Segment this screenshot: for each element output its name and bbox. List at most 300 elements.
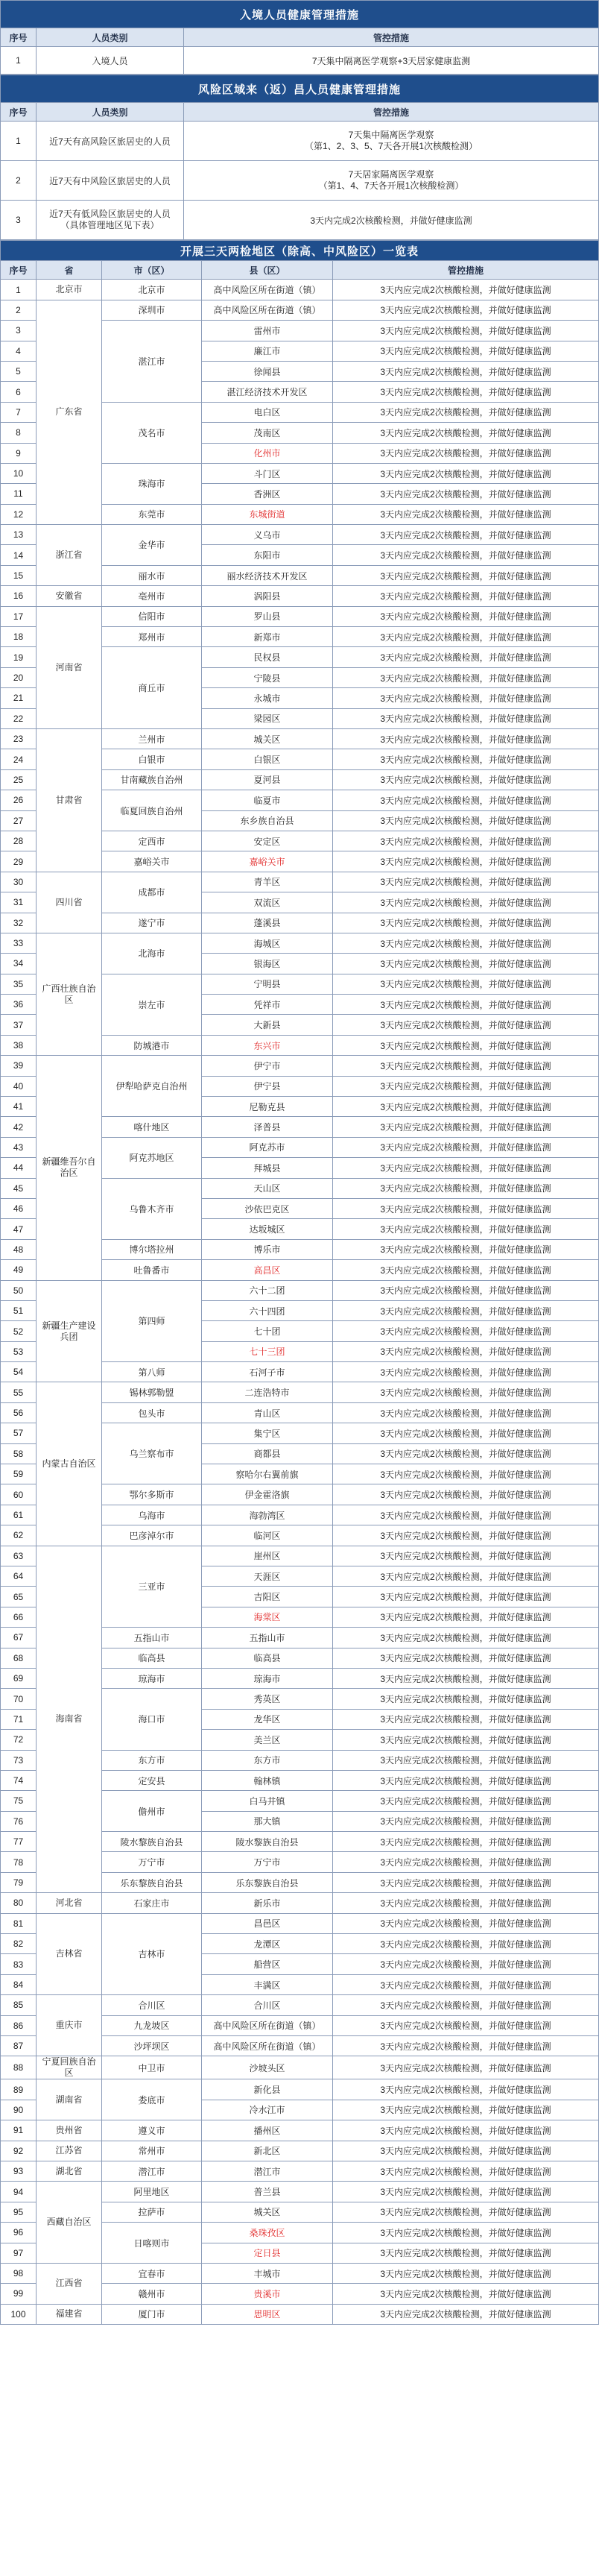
county-cell: 伊宁县 — [202, 1076, 333, 1096]
row-number: 58 — [1, 1443, 37, 1464]
control-measure: 3天内应完成2次核酸检测，并做好健康监测 — [333, 688, 599, 708]
table-row — [1, 1546, 599, 1566]
county-cell: 安定区 — [202, 831, 333, 851]
county-cell: 银海区 — [202, 954, 333, 974]
control-measure: 7天集中隔离医学观察+3天居家健康监测 — [184, 47, 599, 75]
control-measure: 3天内应完成2次核酸检测，并做好健康监测 — [333, 667, 599, 687]
city-cell: 博尔塔拉州 — [102, 1239, 202, 1259]
control-measure: 3天内应完成2次核酸检测，并做好健康监测 — [333, 1219, 599, 1239]
row-number: 27 — [1, 810, 37, 831]
row-number: 19 — [1, 647, 37, 667]
row-number: 34 — [1, 954, 37, 974]
row-number: 7 — [1, 402, 37, 422]
table-row — [1, 280, 599, 300]
row-number: 36 — [1, 995, 37, 1015]
city-cell: 五指山市 — [102, 1628, 202, 1648]
table-row — [1, 122, 599, 161]
county-cell: 临夏市 — [202, 790, 333, 810]
row-number: 41 — [1, 1097, 37, 1117]
county-cell: 青山区 — [202, 1402, 333, 1423]
row-number: 40 — [1, 1076, 37, 1096]
measure-line: （第1、2、3、5、7天各开展1次核酸检测） — [304, 141, 478, 151]
city-cell: 吐鲁番市 — [102, 1260, 202, 1280]
table-row — [1, 201, 599, 240]
city-cell: 包头市 — [102, 1402, 202, 1423]
province-cell: 福建省 — [37, 2304, 102, 2324]
county-cell: 思明区 — [202, 2304, 333, 2324]
province-cell: 河南省 — [37, 606, 102, 728]
col-header: 省 — [37, 261, 102, 280]
control-measure: 3天内应完成2次核酸检测，并做好健康监测 — [333, 2202, 599, 2222]
county-cell: 秀英区 — [202, 1689, 333, 1709]
county-cell: 达坂城区 — [202, 1219, 333, 1239]
row-number: 48 — [1, 1239, 37, 1259]
row-number: 23 — [1, 728, 37, 749]
row-number: 74 — [1, 1770, 37, 1790]
col-header: 序号 — [1, 28, 37, 47]
city-cell: 鄂尔多斯市 — [102, 1484, 202, 1505]
row-number: 2 — [1, 300, 37, 320]
county-cell: 香洲区 — [202, 484, 333, 504]
county-cell: 湛江经济技术开发区 — [202, 382, 333, 402]
control-measure: 3天内应完成2次核酸检测，并做好健康监测 — [333, 565, 599, 585]
inbound-table — [0, 0, 599, 75]
table-row — [1, 2141, 599, 2161]
row-number: 53 — [1, 1341, 37, 1361]
row-number: 76 — [1, 1811, 37, 1831]
row-number: 92 — [1, 2141, 37, 2161]
row-number: 32 — [1, 913, 37, 933]
province-cell: 浙江省 — [37, 525, 102, 586]
table-row — [1, 1056, 599, 1076]
control-measure: 3天内应完成2次核酸检测，并做好健康监测 — [333, 1770, 599, 1790]
city-cell: 厦门市 — [102, 2304, 202, 2324]
person-category: 入境人员 — [37, 47, 184, 75]
row-number: 33 — [1, 933, 37, 953]
control-measure: 3天内应完成2次核酸检测，并做好健康监测 — [333, 1832, 599, 1852]
county-cell: 伊宁市 — [202, 1056, 333, 1076]
county-cell: 电白区 — [202, 402, 333, 422]
row-number: 81 — [1, 1913, 37, 1933]
control-measure: 3天内应完成2次核酸检测，并做好健康监测 — [333, 280, 599, 300]
county-cell: 潜江市 — [202, 2161, 333, 2181]
row-number: 15 — [1, 565, 37, 585]
row-number: 45 — [1, 1178, 37, 1198]
table-row — [1, 606, 599, 626]
row-number: 47 — [1, 1219, 37, 1239]
control-measure: 3天内应完成2次核酸检测，并做好健康监测 — [333, 382, 599, 402]
county-cell: 廉江市 — [202, 341, 333, 361]
city-cell: 深圳市 — [102, 300, 202, 320]
row-number: 28 — [1, 831, 37, 851]
city-cell: 九龙坡区 — [102, 2015, 202, 2035]
control-measure: 3天内应完成2次核酸检测，并做好健康监测 — [333, 1689, 599, 1709]
county-cell: 博乐市 — [202, 1239, 333, 1259]
table-row — [1, 525, 599, 545]
county-cell: 美兰区 — [202, 1730, 333, 1750]
city-cell: 白银市 — [102, 749, 202, 769]
row-number: 96 — [1, 2223, 37, 2243]
county-cell: 永城市 — [202, 688, 333, 708]
row-number: 98 — [1, 2263, 37, 2283]
control-measure: 3天内应完成2次核酸检测，并做好健康监测 — [333, 1566, 599, 1587]
row-number: 68 — [1, 1648, 37, 1668]
table-row — [1, 1913, 599, 1933]
control-measure: 3天内应完成2次核酸检测，并做好健康监测 — [333, 321, 599, 341]
city-cell: 茂名市 — [102, 402, 202, 463]
table-row — [1, 1995, 599, 2015]
control-measure: 3天内应完成2次核酸检测，并做好健康监测 — [333, 647, 599, 667]
control-measure: 3天内应完成2次核酸检测，并做好健康监测 — [333, 2243, 599, 2263]
col-header: 管控措施 — [184, 103, 599, 122]
row-number: 39 — [1, 1056, 37, 1076]
control-measure: 3天内应完成2次核酸检测，并做好健康监测 — [333, 484, 599, 504]
control-measure: 3天内应完成2次核酸检测，并做好健康监测 — [333, 2223, 599, 2243]
control-measure: 3天内应完成2次核酸检测，并做好健康监测 — [333, 1954, 599, 1974]
control-measure: 3天内应完成2次核酸检测，并做好健康监测 — [333, 1587, 599, 1607]
county-cell: 琼海市 — [202, 1668, 333, 1688]
county-cell: 七十团 — [202, 1321, 333, 1341]
city-cell: 陵水黎族自治县 — [102, 1832, 202, 1852]
control-measure: 3天内应完成2次核酸检测，并做好健康监测 — [333, 728, 599, 749]
row-number: 38 — [1, 1035, 37, 1055]
county-cell: 大新县 — [202, 1015, 333, 1035]
table-row — [1, 2161, 599, 2181]
row-number: 29 — [1, 851, 37, 872]
control-measure: 3天内应完成2次核酸检测，并做好健康监测 — [333, 2079, 599, 2100]
city-cell: 沙坪坝区 — [102, 2035, 202, 2056]
control-measure: 3天内应完成2次核酸检测，并做好健康监测 — [333, 1934, 599, 1954]
city-cell: 娄底市 — [102, 2079, 202, 2120]
row-number: 89 — [1, 2079, 37, 2100]
county-cell: 海棠区 — [202, 1607, 333, 1627]
city-cell: 宜春市 — [102, 2263, 202, 2283]
row-number: 43 — [1, 1137, 37, 1157]
control-measure: 3天内应完成2次核酸检测，并做好健康监测 — [333, 954, 599, 974]
control-measure: 3天内应完成2次核酸检测，并做好健康监测 — [333, 1321, 599, 1341]
row-number: 20 — [1, 667, 37, 687]
row-number: 65 — [1, 1587, 37, 1607]
county-cell: 高昌区 — [202, 1260, 333, 1280]
control-measure — [184, 161, 599, 201]
county-cell: 茂南区 — [202, 423, 333, 443]
control-measure: 3天内应完成2次核酸检测，并做好健康监测 — [333, 2304, 599, 2324]
county-cell: 阿克苏市 — [202, 1137, 333, 1157]
county-cell: 城关区 — [202, 2202, 333, 2222]
city-cell: 信阳市 — [102, 606, 202, 626]
city-cell: 伊犁哈萨克自治州 — [102, 1056, 202, 1117]
control-measure: 3天内应完成2次核酸检测，并做好健康监测 — [333, 525, 599, 545]
row-number: 80 — [1, 1893, 37, 1913]
row-number: 82 — [1, 1934, 37, 1954]
row-number: 5 — [1, 361, 37, 381]
row-number: 77 — [1, 1832, 37, 1852]
risk-area-table — [0, 75, 599, 240]
county-cell: 凭祥市 — [202, 995, 333, 1015]
table-row — [1, 161, 599, 201]
control-measure: 3天内应完成2次核酸检测，并做好健康监测 — [333, 2056, 599, 2079]
county-cell: 七十三团 — [202, 1341, 333, 1361]
county-cell: 五指山市 — [202, 1628, 333, 1648]
table-row — [1, 2263, 599, 2283]
row-number: 85 — [1, 1995, 37, 2015]
row-number: 95 — [1, 2202, 37, 2222]
col-header: 管控措施 — [184, 28, 599, 47]
county-cell: 新乐市 — [202, 1893, 333, 1913]
city-cell: 石家庄市 — [102, 1893, 202, 1913]
control-measure: 3天内应完成2次核酸检测，并做好健康监测 — [333, 504, 599, 524]
county-cell: 海城区 — [202, 933, 333, 953]
control-measure: 3天内应完成2次核酸检测，并做好健康监测 — [333, 933, 599, 953]
province-cell: 新疆维吾尔自治区 — [37, 1056, 102, 1280]
city-cell: 琼海市 — [102, 1668, 202, 1688]
county-cell: 蓬溪县 — [202, 913, 333, 933]
row-number: 1 — [1, 122, 37, 161]
city-cell: 拉萨市 — [102, 2202, 202, 2222]
province-cell: 吉林省 — [37, 1913, 102, 1995]
county-cell: 陵水黎族自治县 — [202, 1832, 333, 1852]
province-cell: 四川省 — [37, 872, 102, 933]
row-number: 10 — [1, 463, 37, 483]
control-measure: 3天内应完成2次核酸检测，并做好健康监测 — [333, 1362, 599, 1382]
province-cell: 江西省 — [37, 2263, 102, 2304]
county-cell: 丽水经济技术开发区 — [202, 565, 333, 585]
county-cell: 宁明县 — [202, 974, 333, 994]
row-number: 13 — [1, 525, 37, 545]
row-number: 26 — [1, 790, 37, 810]
county-cell: 吉阳区 — [202, 1587, 333, 1607]
control-measure: 3天内应完成2次核酸检测，并做好健康监测 — [333, 1974, 599, 1994]
city-cell: 北海市 — [102, 933, 202, 974]
row-number: 86 — [1, 2015, 37, 2035]
control-measure: 3天内应完成2次核酸检测，并做好健康监测 — [333, 1178, 599, 1198]
control-measure: 3天内应完成2次核酸检测，并做好健康监测 — [333, 2100, 599, 2120]
control-measure: 3天内应完成2次核酸检测，并做好健康监测 — [333, 1464, 599, 1484]
county-cell: 新化县 — [202, 2079, 333, 2100]
city-cell: 乌鲁木齐市 — [102, 1178, 202, 1239]
control-measure: 3天内应完成2次核酸检测，并做好健康监测 — [333, 1443, 599, 1464]
county-cell: 船营区 — [202, 1954, 333, 1974]
county-cell: 嘉峪关市 — [202, 851, 333, 872]
col-header: 序号 — [1, 103, 37, 122]
city-cell: 第四师 — [102, 1280, 202, 1362]
control-measure: 3天内应完成2次核酸检测，并做好健康监测 — [333, 2284, 599, 2304]
control-measure: 3天内应完成2次核酸检测，并做好健康监测 — [333, 749, 599, 769]
control-measure: 3天内应完成2次核酸检测，并做好健康监测 — [333, 1995, 599, 2015]
control-measure: 3天内应完成2次核酸检测，并做好健康监测 — [333, 708, 599, 728]
row-number: 44 — [1, 1158, 37, 1178]
control-measure: 3天内应完成2次核酸检测，并做好健康监测 — [333, 1076, 599, 1096]
province-cell: 新疆生产建设兵团 — [37, 1280, 102, 1382]
county-cell: 徐闻县 — [202, 361, 333, 381]
province-cell: 河北省 — [37, 1893, 102, 1913]
county-cell: 城关区 — [202, 728, 333, 749]
control-measure: 3天内应完成2次核酸检测，并做好健康监测 — [333, 1811, 599, 1831]
row-number: 2 — [1, 161, 37, 201]
row-number: 8 — [1, 423, 37, 443]
section-title: 开展三天两检地区（除高、中风险区）一览表 — [1, 241, 599, 261]
control-measure: 3天内应完成2次核酸检测，并做好健康监测 — [333, 1546, 599, 1566]
county-cell: 高中风险区所在街道（镇） — [202, 2035, 333, 2056]
county-cell: 播州区 — [202, 2120, 333, 2141]
table-row — [1, 300, 599, 320]
county-cell: 东城街道 — [202, 504, 333, 524]
county-cell: 罗山县 — [202, 606, 333, 626]
row-number: 70 — [1, 1689, 37, 1709]
table-row — [1, 1382, 599, 1402]
row-number: 56 — [1, 1402, 37, 1423]
county-cell: 夏河县 — [202, 769, 333, 790]
row-number: 59 — [1, 1464, 37, 1484]
row-number: 97 — [1, 2243, 37, 2263]
city-cell: 三亚市 — [102, 1546, 202, 1628]
city-cell: 嘉峪关市 — [102, 851, 202, 872]
county-cell: 石河子市 — [202, 1362, 333, 1382]
city-cell: 海口市 — [102, 1689, 202, 1750]
person-category — [37, 201, 184, 240]
row-number: 18 — [1, 627, 37, 647]
row-number: 67 — [1, 1628, 37, 1648]
region-table-body — [1, 280, 599, 2325]
county-cell: 龙华区 — [202, 1709, 333, 1729]
control-measure: 3天内应完成2次核酸检测，并做好健康监测 — [333, 1505, 599, 1525]
table-row — [1, 2120, 599, 2141]
county-cell: 丰满区 — [202, 1974, 333, 1994]
city-cell: 吉林市 — [102, 1913, 202, 1995]
row-number: 63 — [1, 1546, 37, 1566]
control-measure: 3天内应完成2次核酸检测，并做好健康监测 — [333, 1893, 599, 1913]
row-number: 83 — [1, 1954, 37, 1974]
table-row — [1, 1893, 599, 1913]
province-cell: 甘肃省 — [37, 728, 102, 872]
section-title: 风险区域来（返）昌人员健康管理措施 — [1, 75, 599, 103]
row-number: 1 — [1, 280, 37, 300]
county-cell: 桑珠孜区 — [202, 2223, 333, 2243]
section-title: 入境人员健康管理措施 — [1, 1, 599, 28]
county-cell: 尼勒克县 — [202, 1097, 333, 1117]
table-row — [1, 728, 599, 749]
county-cell: 临河区 — [202, 1525, 333, 1546]
row-number: 78 — [1, 1852, 37, 1872]
county-cell: 万宁市 — [202, 1852, 333, 1872]
row-number: 57 — [1, 1423, 37, 1443]
row-number: 79 — [1, 1872, 37, 1892]
control-measure: 3天内应完成2次核酸检测，并做好健康监测 — [333, 769, 599, 790]
control-measure: 3天内应完成2次核酸检测，并做好健康监测 — [333, 1852, 599, 1872]
county-cell: 海勃湾区 — [202, 1505, 333, 1525]
city-cell: 遵义市 — [102, 2120, 202, 2141]
city-cell: 合川区 — [102, 1995, 202, 2015]
county-cell: 高中风险区所在街道（镇） — [202, 2015, 333, 2035]
control-measure: 3天内应完成2次核酸检测，并做好健康监测 — [333, 851, 599, 872]
row-number: 62 — [1, 1525, 37, 1546]
table-row — [1, 2304, 599, 2324]
control-measure: 3天内应完成2次核酸检测，并做好健康监测 — [333, 1158, 599, 1178]
row-number: 61 — [1, 1505, 37, 1525]
control-measure: 3天内应完成2次核酸检测，并做好健康监测 — [333, 1668, 599, 1688]
county-cell: 宁陵县 — [202, 667, 333, 687]
control-measure: 3天内应完成2次核酸检测，并做好健康监测 — [333, 974, 599, 994]
city-cell: 成都市 — [102, 872, 202, 913]
city-cell: 阿克苏地区 — [102, 1137, 202, 1178]
row-number: 99 — [1, 2284, 37, 2304]
county-cell: 龙潭区 — [202, 1934, 333, 1954]
control-measure: 3天内应完成2次核酸检测，并做好健康监测 — [333, 2161, 599, 2181]
city-cell: 喀什地区 — [102, 1117, 202, 1137]
county-cell: 高中风险区所在街道（镇） — [202, 280, 333, 300]
col-header: 序号 — [1, 261, 37, 280]
city-cell: 郑州市 — [102, 627, 202, 647]
row-number: 51 — [1, 1300, 37, 1320]
row-number: 91 — [1, 2120, 37, 2141]
county-cell: 新郑市 — [202, 627, 333, 647]
county-cell: 雷州市 — [202, 321, 333, 341]
county-cell: 天山区 — [202, 1178, 333, 1198]
county-cell: 定日县 — [202, 2243, 333, 2263]
city-cell: 甘南藏族自治州 — [102, 769, 202, 790]
row-number: 3 — [1, 201, 37, 240]
control-measure: 3天内应完成2次核酸检测，并做好健康监测 — [333, 1872, 599, 1892]
control-measure: 3天内应完成2次核酸检测，并做好健康监测 — [333, 1484, 599, 1505]
row-number: 4 — [1, 341, 37, 361]
province-cell: 广东省 — [37, 300, 102, 524]
control-measure: 3天内应完成2次核酸检测，并做好健康监测 — [333, 1913, 599, 1933]
control-measure: 3天内应完成2次核酸检测，并做好健康监测 — [333, 423, 599, 443]
control-measure: 3天内应完成2次核酸检测，并做好健康监测 — [333, 1402, 599, 1423]
row-number: 50 — [1, 1280, 37, 1300]
control-measure: 3天内应完成2次核酸检测，并做好健康监测 — [333, 872, 599, 892]
row-number: 69 — [1, 1668, 37, 1688]
control-measure: 3天内应完成2次核酸检测，并做好健康监测 — [333, 1791, 599, 1811]
row-number: 72 — [1, 1730, 37, 1750]
control-measure: 3天内应完成2次核酸检测，并做好健康监测 — [333, 1628, 599, 1648]
row-number: 9 — [1, 443, 37, 463]
province-cell: 北京市 — [37, 280, 102, 300]
row-number: 16 — [1, 586, 37, 606]
control-measure: 3天内应完成2次核酸检测，并做好健康监测 — [333, 463, 599, 483]
county-cell: 斗门区 — [202, 463, 333, 483]
control-measure: 3天内应完成2次核酸检测，并做好健康监测 — [333, 913, 599, 933]
province-cell: 宁夏回族自治区 — [37, 2056, 102, 2079]
county-cell: 合川区 — [202, 1995, 333, 2015]
row-number: 54 — [1, 1362, 37, 1382]
control-measure: 3天内应完成2次核酸检测，并做好健康监测 — [333, 1015, 599, 1035]
province-cell: 海南省 — [37, 1546, 102, 1893]
city-cell: 金华市 — [102, 525, 202, 566]
county-cell: 二连浩特市 — [202, 1382, 333, 1402]
city-cell: 中卫市 — [102, 2056, 202, 2079]
control-measure: 3天内应完成2次核酸检测，并做好健康监测 — [333, 892, 599, 913]
city-cell: 乌海市 — [102, 1505, 202, 1525]
control-measure: 3天内应完成2次核酸检测，并做好健康监测 — [333, 1198, 599, 1218]
control-measure: 3天内应完成2次核酸检测，并做好健康监测 — [333, 361, 599, 381]
row-number: 52 — [1, 1321, 37, 1341]
control-measure: 3天内应完成2次核酸检测，并做好健康监测 — [333, 790, 599, 810]
city-cell: 崇左市 — [102, 974, 202, 1035]
row-number: 46 — [1, 1198, 37, 1218]
table-row — [1, 586, 599, 606]
city-cell: 巴彦淖尔市 — [102, 1525, 202, 1546]
county-cell: 东阳市 — [202, 545, 333, 565]
control-measure: 3天内应完成2次核酸检测，并做好健康监测 — [333, 1341, 599, 1361]
category-line: （具体管理地区见下表） — [60, 220, 159, 230]
county-cell: 梁园区 — [202, 708, 333, 728]
row-number: 25 — [1, 769, 37, 790]
county-cell: 普兰县 — [202, 2182, 333, 2202]
county-cell: 民权县 — [202, 647, 333, 667]
row-number: 84 — [1, 1974, 37, 1994]
city-cell: 东莞市 — [102, 504, 202, 524]
